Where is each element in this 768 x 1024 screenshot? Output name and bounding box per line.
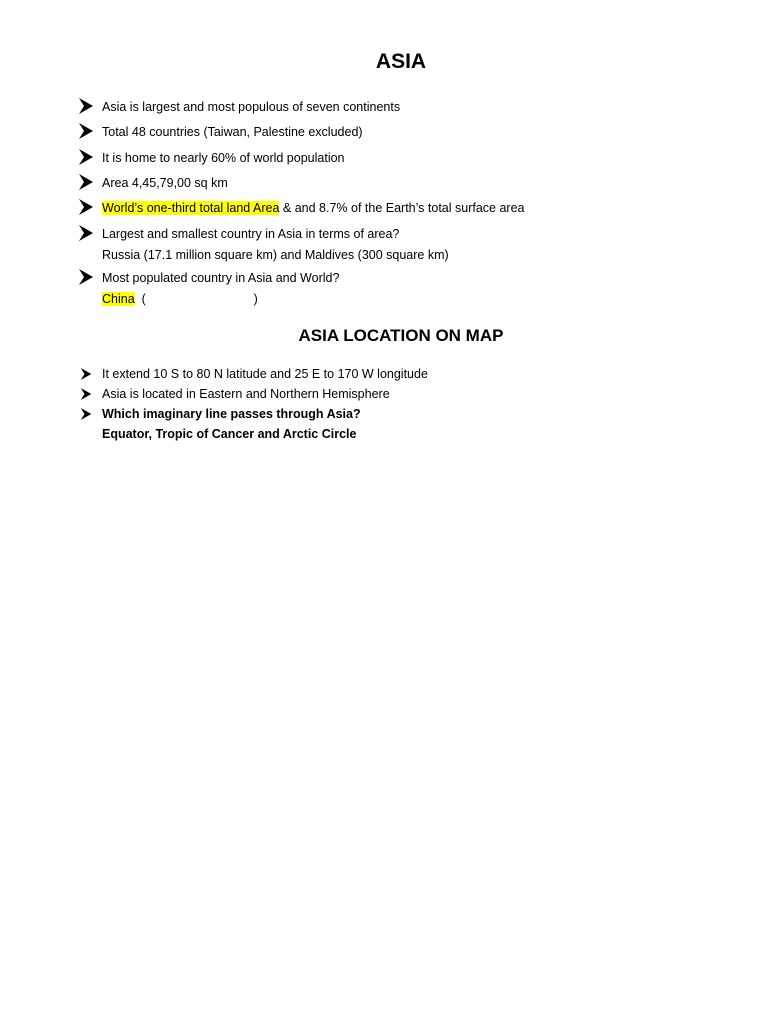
list-item-text: Total 48 countries (Taiwan, Palestine excluded) xyxy=(102,125,363,139)
arrowhead-bullet-icon xyxy=(78,173,98,193)
answer-line xyxy=(102,289,258,309)
answer-text: Russia (17.1 million square km) and Maldives (300 square km) xyxy=(102,248,449,262)
arrowhead-bullet-icon xyxy=(78,364,98,384)
section-title: ASIA LOCATION ON MAP xyxy=(298,326,504,345)
question-text: Which imaginary line passes through Asia? xyxy=(102,407,361,421)
arrowhead-bullet-icon xyxy=(78,268,98,288)
highlighted-text: World’s one-third total land Area xyxy=(102,201,280,215)
arrowhead-bullet-icon xyxy=(78,198,98,218)
list-item-text xyxy=(102,198,524,218)
list-item-text-rest: & and 8.7% of the Earth’s total surface area xyxy=(279,201,525,215)
arrowhead-bullet-icon xyxy=(78,97,98,117)
arrowhead-bullet-icon xyxy=(78,224,98,244)
arrowhead-bullet-icon xyxy=(78,404,98,424)
arrowhead-bullet-icon xyxy=(78,148,98,168)
list-item-text: It is home to nearly 60% of world population xyxy=(102,151,345,165)
question-text: Largest and smallest country in Asia in terms of area? xyxy=(102,227,400,241)
page-title: ASIA xyxy=(375,50,427,73)
list-item-text: Asia is located in Eastern and Northern Hemisphere xyxy=(102,387,390,401)
list-item-text: It extend 10 S to 80 N latitude and 25 E to 170 W longitude xyxy=(102,367,428,381)
question-text: Most populated country in Asia and World? xyxy=(102,271,340,285)
highlighted-answer: China xyxy=(102,292,135,306)
answer-blank-close: ) xyxy=(253,292,258,306)
list-item-text: Area 4,45,79,00 sq km xyxy=(102,176,228,190)
list-item-text: Asia is largest and most populous of seven continents xyxy=(102,100,401,114)
arrowhead-bullet-icon xyxy=(78,122,98,142)
answer-blank-open: ( xyxy=(141,292,146,306)
answer-text: Equator, Tropic of Cancer and Arctic Circle xyxy=(102,427,357,441)
arrowhead-bullet-icon xyxy=(78,384,98,404)
